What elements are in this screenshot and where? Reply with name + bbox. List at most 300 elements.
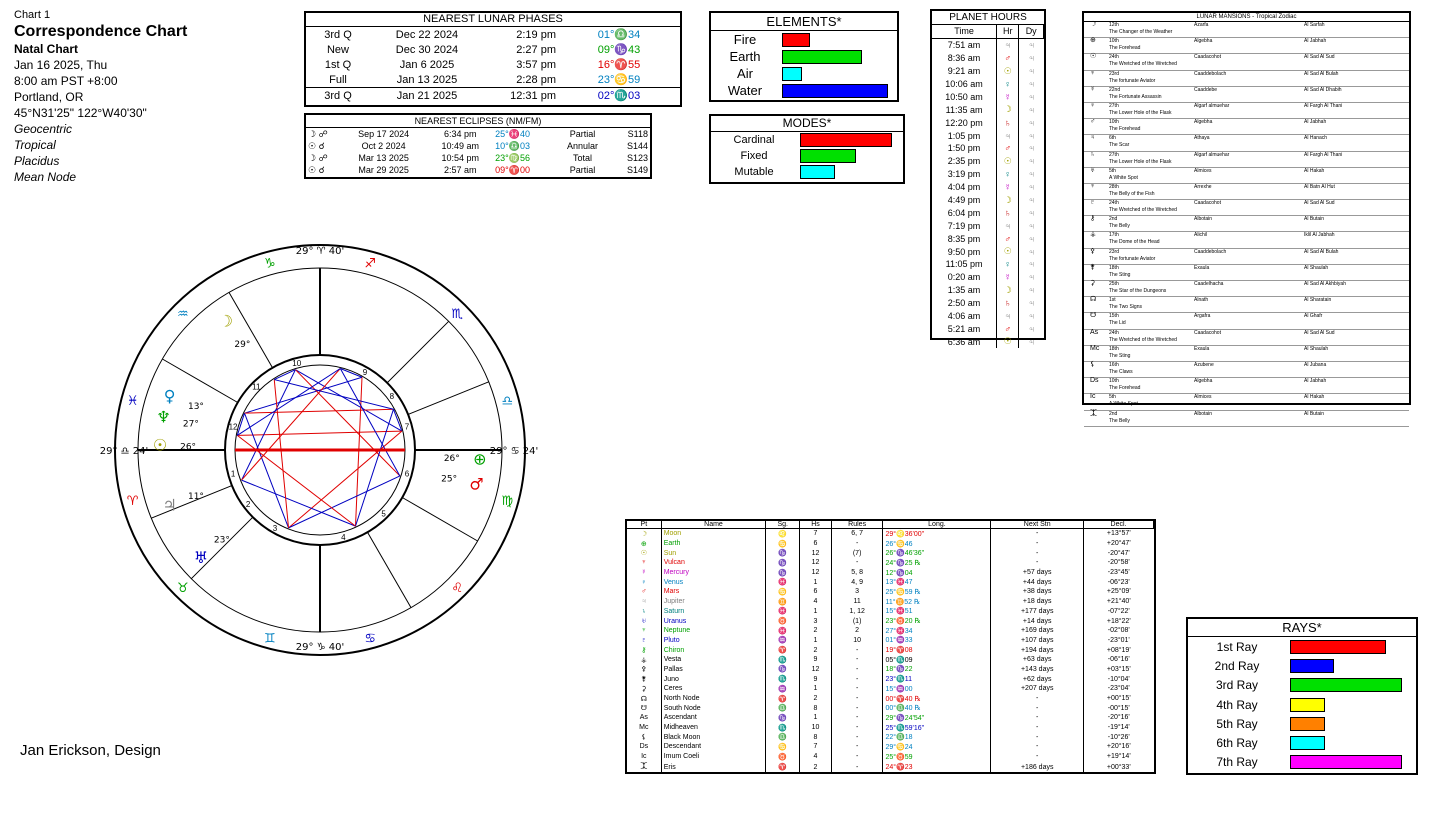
hour-time: 6:04 pm (932, 206, 997, 219)
rays-bar-cell (1286, 637, 1406, 656)
eclipse-saros: S123 (626, 153, 648, 163)
phase-date: Dec 22 2024 (395, 28, 459, 41)
mansion-name: Argafra (1194, 313, 1211, 320)
aspect-line (295, 370, 401, 431)
elements-row (711, 31, 891, 48)
hour-time: 2:50 am (932, 297, 997, 310)
sign-glyph: ♑ (263, 256, 276, 272)
cusp-label: 29° ♎ 24' (99, 446, 149, 457)
mansion-name: Alnath (1194, 297, 1209, 304)
sign-glyph: ♋ (364, 631, 377, 647)
hour-ruler: ☉ (997, 65, 1019, 78)
planet-sign: ♑ (766, 568, 800, 578)
planet-sign: ♓ (766, 577, 800, 587)
mansion-symbol: ☿ (1090, 85, 1096, 93)
mansion-description: The fortunate Aviator (1109, 255, 1156, 262)
planet-glyph: ☽ (218, 311, 234, 331)
modes-title: MODES* (711, 116, 903, 132)
mansion-row (1084, 232, 1409, 248)
planet-next-station: - (991, 723, 1084, 733)
planet-rules: - (831, 558, 883, 568)
planet-longitude: 22°♎18 (883, 732, 991, 742)
planet-house: 1 (800, 684, 832, 694)
mansion-symbol: As (1090, 328, 1099, 336)
modes-bar (800, 165, 835, 179)
planet-row (627, 684, 1154, 694)
mansion-arabic: Al Jabhah (1304, 119, 1327, 126)
rays-label: 3rd Ray (1215, 678, 1259, 693)
rays-bar-cell (1286, 753, 1406, 772)
planet-degree: 26° (180, 442, 197, 453)
rays-label: 1st Ray (1216, 639, 1258, 654)
hour-time: 1:05 pm (932, 129, 997, 142)
planet-longitude: 24°♈23 (883, 762, 991, 773)
phase-position: 09°♑43 (597, 44, 641, 56)
rays-bar (1290, 717, 1325, 731)
planet-symbol: ⚶ (627, 655, 661, 665)
mansion-description: The Sting (1109, 352, 1131, 359)
rays-label: 7th Ray (1216, 755, 1258, 770)
phase-date: Jan 6 2025 (399, 58, 455, 71)
planet-degree: 27° (182, 419, 199, 430)
eclipse-row (306, 164, 650, 176)
hour-ruler: ☉ (997, 245, 1019, 258)
mansion-name: Exaula (1194, 345, 1210, 352)
planet-declination: -23°01' (1107, 636, 1130, 644)
planet-symbol: ☽ (627, 529, 661, 539)
mansion-arabic: Al Sad Al Akhbiyah (1304, 281, 1346, 287)
planet-next-station: +63 days (991, 655, 1084, 665)
planet-name: Earth (661, 539, 766, 549)
planet-declination: +18°22' (1106, 617, 1131, 625)
house-number: 10 (292, 359, 302, 369)
planet-symbol: Ic (627, 752, 661, 762)
planet-name: Mercury (661, 568, 766, 578)
planet-name: Descendant (661, 742, 766, 752)
day-ruler: ♃ (1028, 66, 1035, 77)
hour-row (932, 52, 1044, 65)
hour-row (932, 271, 1044, 284)
mansion-symbol: ⯰ (1090, 409, 1098, 417)
planet-longitude: 25°♉59 (883, 752, 991, 762)
mansion-number: 16th (1109, 361, 1119, 368)
house-cusp-line (402, 498, 477, 542)
planet-sign: ♎ (766, 732, 800, 742)
planet-glyph: ☉ (152, 435, 168, 455)
planet-row (627, 713, 1154, 723)
planet-rules: 11 (831, 597, 883, 607)
planet-longitude: 24°♑25 ℞ (883, 558, 991, 568)
planet-name: Pallas (661, 665, 766, 675)
mansion-symbol: ♅ (1090, 166, 1096, 174)
planet-house: 6 (800, 539, 832, 549)
eclipse-time: 6:34 pm (443, 129, 477, 139)
mansion-description: The Belly of the Fish (1109, 190, 1155, 197)
hour-time: 5:21 am (932, 322, 997, 335)
phase-position: 23°♋59 (597, 74, 641, 86)
planet-rules: 1, 12 (831, 607, 883, 617)
planet-house: 4 (800, 752, 832, 762)
mansion-name: Azarfa (1194, 22, 1209, 28)
elements-row (711, 48, 891, 65)
mansion-row (1084, 168, 1409, 184)
hour-time: 12:20 pm (932, 116, 997, 129)
rays-bar (1290, 678, 1402, 692)
planet-house: 12 (800, 568, 832, 578)
mansion-name: Almices (1194, 394, 1212, 401)
mansion-row (1084, 330, 1409, 346)
day-ruler: ♃ (1028, 156, 1035, 167)
planet-longitude: 23°♉20 ℞ (883, 616, 991, 626)
mansion-number: 18th (1109, 264, 1119, 271)
mansion-arabic: Al Sad Al Bulah (1304, 248, 1339, 255)
planet-longitude: 05°♏09 (883, 655, 991, 665)
rays-label: 6th Ray (1216, 736, 1258, 751)
planet-name: South Node (661, 703, 766, 713)
eclipse-time: 10:49 am (441, 141, 479, 151)
hour-time: 0:20 am (932, 271, 997, 284)
planet-sign: ♏ (766, 723, 800, 733)
mansion-name: Algebha (1194, 119, 1213, 126)
planet-sign: ♑ (766, 558, 800, 568)
mansion-number: 24th (1109, 54, 1119, 61)
planet-row (627, 732, 1154, 742)
hour-ruler: ♂ (997, 52, 1019, 65)
planet-house: 1 (800, 713, 832, 723)
planet-glyph: ♆ (156, 407, 171, 427)
planet-row (627, 558, 1154, 568)
planet-symbol: As (627, 713, 661, 723)
eclipse-date: Oct 2 2024 (361, 141, 406, 151)
mansion-name: Almices (1194, 167, 1212, 174)
day-ruler: ♃ (1028, 195, 1035, 206)
planet-symbol: ☊ (627, 694, 661, 704)
sign-glyph: ♌ (451, 581, 464, 597)
day-ruler: ♃ (1028, 259, 1035, 270)
planet-degree: 23° (213, 535, 230, 546)
mansion-symbol: ♆ (1090, 69, 1096, 77)
planet-name: Imum Coeli (661, 752, 766, 762)
hour-time: 8:35 pm (932, 232, 997, 245)
planet-col-header: Pt (627, 521, 661, 529)
planet-house: 2 (800, 694, 832, 704)
planet-longitude: 18°♑22 (883, 665, 991, 675)
lunar-phases-title: NEAREST LUNAR PHASES (306, 13, 680, 27)
planet-sign: ♓ (766, 626, 800, 636)
mansion-description: The Fortunate Assassin (1109, 93, 1162, 100)
hour-row (932, 116, 1044, 129)
planet-rules: - (831, 703, 883, 713)
mansion-symbol: ⚸ (1090, 360, 1096, 368)
planet-name: Moon (661, 529, 766, 539)
rays-row (1188, 714, 1406, 733)
phase-position: 02°♏03 (597, 90, 641, 102)
mansion-name: Caadacohot (1194, 54, 1221, 61)
hour-ruler: ♄ (997, 206, 1019, 219)
planet-row (627, 616, 1154, 626)
planet-house: 1 (800, 636, 832, 646)
hour-time: 1:50 pm (932, 142, 997, 155)
planet-table-panel (625, 519, 1156, 774)
phase-row (306, 42, 680, 57)
planet-row (627, 636, 1154, 646)
planet-house: 7 (800, 742, 832, 752)
planet-house: 6 (800, 587, 832, 597)
elements-label: Air (737, 66, 753, 81)
planet-next-station: - (991, 752, 1084, 762)
mansion-description: The Lid (1109, 320, 1126, 327)
eclipse-symbol: ☽ ☍ (308, 128, 328, 139)
elements-bar-cell (779, 31, 891, 48)
phase-row (306, 57, 680, 72)
planet-row (627, 703, 1154, 713)
hour-ruler: ☉ (997, 335, 1019, 348)
mansion-arabic: Al Sharatain (1304, 297, 1332, 304)
eclipse-row (306, 128, 650, 140)
mansion-symbol: ♄ (1090, 150, 1096, 158)
mansion-row (1084, 135, 1409, 151)
mansion-row (1084, 281, 1409, 297)
eclipse-row (306, 152, 650, 164)
planet-symbol: ♀ (627, 577, 661, 587)
planet-next-station: +186 days (991, 762, 1084, 773)
mansion-number: 5th (1109, 394, 1116, 401)
house-number: 3 (272, 523, 278, 533)
planet-sign: ♓ (766, 607, 800, 617)
hour-row (932, 335, 1044, 348)
mansion-number: 10th (1109, 38, 1119, 45)
mansion-symbol: ☊ (1090, 296, 1097, 304)
planet-longitude: 12°♑04 (883, 568, 991, 578)
hour-ruler: ♀ (997, 78, 1019, 91)
planet-name: Mars (661, 587, 766, 597)
planet-declination: -07°22' (1107, 607, 1130, 615)
mansion-row (1084, 216, 1409, 232)
mansion-symbol: Ds (1090, 377, 1099, 385)
house-number: 2 (245, 500, 251, 510)
lunar-phases-panel (304, 11, 682, 107)
planet-next-station: +107 days (991, 636, 1084, 646)
planet-degree: 26° (443, 453, 460, 464)
house-number: 6 (404, 469, 410, 479)
mansion-name: Exaula (1194, 264, 1210, 271)
hour-time: 7:19 pm (932, 219, 997, 232)
hour-row (932, 297, 1044, 310)
mansion-name: Azubene (1194, 361, 1214, 368)
hour-time: 8:36 am (932, 52, 997, 65)
sign-glyph: ♎ (501, 393, 514, 409)
house-cusp-line (229, 292, 273, 367)
eclipse-saros: S144 (626, 141, 648, 151)
planet-sign: ♎ (766, 703, 800, 713)
mansion-symbol: ♃ (1090, 134, 1096, 142)
planet-longitude: 23°♏11 (883, 674, 991, 684)
mansion-row (1084, 71, 1409, 87)
elements-bar-cell (779, 65, 891, 82)
planet-col-header: Next Stn (991, 521, 1084, 529)
planet-rules: (1) (831, 616, 883, 626)
day-ruler: ♃ (1028, 182, 1035, 193)
mansion-name: Caaddebolach (1194, 248, 1227, 255)
phase-row (306, 72, 680, 88)
planet-sign: ♋ (766, 742, 800, 752)
mansion-arabic: Al Sarfah (1304, 22, 1325, 28)
planet-next-station: +207 days (991, 684, 1084, 694)
planet-house: 2 (800, 626, 832, 636)
planet-longitude: 25°♏59'16" (883, 723, 991, 733)
hour-ruler: ♃ (997, 219, 1019, 232)
planet-rules: 6, 7 (831, 529, 883, 539)
planet-declination: +03°15' (1106, 665, 1131, 673)
mansion-symbol: ☋ (1090, 312, 1097, 320)
planet-row (627, 529, 1154, 539)
hour-row (932, 310, 1044, 323)
day-ruler: ♃ (1028, 40, 1035, 51)
eclipse-date: Mar 13 2025 (358, 153, 409, 163)
planet-name: Ascendant (661, 713, 766, 723)
planet-name: Sun (661, 548, 766, 558)
eclipse-time: 10:54 pm (441, 153, 479, 163)
planet-next-station: - (991, 548, 1084, 558)
mansion-number: 22nd (1109, 86, 1121, 93)
hour-time: 10:50 am (932, 90, 997, 103)
sign-glyph: ♈ (126, 494, 139, 510)
planet-house: 3 (800, 616, 832, 626)
planet-next-station: +194 days (991, 645, 1084, 655)
planet-symbol: Mc (627, 723, 661, 733)
planet-row (627, 577, 1154, 587)
hours-col-header: Time (932, 25, 997, 38)
planet-symbol: ♆ (627, 626, 661, 636)
planet-sign: ♊ (766, 597, 800, 607)
planet-declination: -19°14' (1107, 724, 1130, 732)
mansion-description: The Sting (1109, 271, 1131, 278)
planet-name: Vulcan (661, 558, 766, 568)
modes-bar-cell (797, 132, 895, 148)
planet-rules: - (831, 694, 883, 704)
mansion-row (1084, 38, 1409, 54)
mansion-description: A White Spot (1109, 174, 1138, 181)
chart-place: Portland, OR (14, 90, 84, 104)
planet-declination: +00°15' (1106, 695, 1131, 703)
mansion-symbol: ☽ (1090, 21, 1097, 28)
planet-name: Uranus (661, 616, 766, 626)
mansion-number: 2nd (1109, 216, 1118, 223)
mansion-name: Caaddebe (1194, 86, 1218, 93)
aspect-line (237, 413, 244, 435)
hour-time: 11:05 pm (932, 258, 997, 271)
mansion-description: The Lower Hole of the Flask (1109, 158, 1172, 165)
chart-number: Chart 1 (14, 9, 51, 21)
planet-sign: ♏ (766, 655, 800, 665)
planet-sign: ♑ (766, 713, 800, 723)
mansion-arabic: Al Sad Al Dhabih (1304, 86, 1342, 93)
rays-bar (1290, 755, 1402, 769)
modes-bar (800, 133, 892, 147)
chart-header (14, 8, 187, 185)
mansion-description: A White Spot (1109, 401, 1138, 408)
hour-row (932, 181, 1044, 194)
aspect-line (245, 413, 289, 528)
rays-row (1188, 637, 1406, 656)
modes-row (711, 148, 895, 164)
modes-row (711, 164, 895, 180)
house-number: 8 (389, 391, 395, 401)
planet-rules: 2 (831, 626, 883, 636)
phase-name: 3rd Q (324, 89, 352, 102)
mansion-row (1084, 103, 1409, 119)
hour-time: 4:49 pm (932, 194, 997, 207)
planet-rules: 10 (831, 636, 883, 646)
mansion-arabic: Iklil Al Jabhah (1304, 232, 1335, 239)
planet-row (627, 548, 1154, 558)
planet-glyph: ⊕ (473, 449, 487, 469)
planet-name: Saturn (661, 607, 766, 617)
planet-rules: 4, 9 (831, 577, 883, 587)
elements-table (711, 31, 891, 99)
mansion-arabic: Al Fargh Al Thani (1304, 102, 1343, 109)
planet-sign: ♉ (766, 752, 800, 762)
eclipse-kind: Partial (569, 165, 596, 175)
lunar-mansions-title: LUNAR MANSIONS - Tropical Zodiac (1084, 13, 1409, 22)
hour-row (932, 65, 1044, 78)
mansion-symbol: Ic (1090, 393, 1096, 401)
elements-panel (709, 11, 899, 102)
eclipse-kind: Annular (566, 141, 599, 151)
planet-longitude: 11°♊52 ℞ (883, 597, 991, 607)
mansion-row (1084, 152, 1409, 168)
mansion-arabic: Al Jabhah (1304, 38, 1327, 45)
hour-ruler: ♂ (997, 322, 1019, 335)
mansion-number: 28th (1109, 183, 1119, 190)
day-ruler: ♃ (1028, 79, 1035, 89)
planet-declination: -06°23' (1107, 578, 1130, 586)
day-ruler: ♃ (1028, 207, 1035, 218)
planet-house: 8 (800, 732, 832, 742)
day-ruler: ♃ (1028, 272, 1035, 283)
planet-sign: ♑ (766, 665, 800, 675)
day-ruler: ♃ (1028, 323, 1035, 334)
planet-sign: ♉ (766, 616, 800, 626)
rays-bar-cell (1286, 676, 1406, 695)
hour-ruler: ♂ (997, 232, 1019, 245)
planet-rules: - (831, 665, 883, 675)
planet-symbol: ⚸ (627, 732, 661, 742)
eclipse-symbol: ☽ ☍ (308, 152, 328, 163)
planet-longitude: 29°♌36'00" (883, 529, 991, 539)
rays-label: 4th Ray (1216, 697, 1258, 712)
mansion-symbol: ⚵ (1090, 263, 1096, 271)
mansion-symbol: ⚶ (1090, 231, 1096, 239)
planet-symbol: ⊕ (627, 539, 661, 549)
planet-rules: 5, 8 (831, 568, 883, 578)
mansion-symbol: ⚴ (1090, 247, 1096, 255)
planet-declination: -10°04' (1107, 675, 1130, 683)
mansion-name: Athaya (1194, 135, 1210, 142)
planet-row (627, 655, 1154, 665)
phase-name: Full (329, 73, 347, 86)
eclipse-time: 2:57 am (443, 165, 477, 175)
rays-bar-cell (1286, 695, 1406, 714)
planet-declination: +19°14' (1106, 753, 1131, 761)
planet-sign: ♏ (766, 674, 800, 684)
mansion-name: Algarf almuehar (1194, 151, 1230, 158)
phase-name: 3rd Q (324, 28, 352, 41)
hour-row (932, 284, 1044, 297)
eclipses-table (306, 128, 650, 176)
cusp-label: 29° ♋ 24' (489, 446, 539, 457)
mansion-row (1084, 22, 1409, 38)
